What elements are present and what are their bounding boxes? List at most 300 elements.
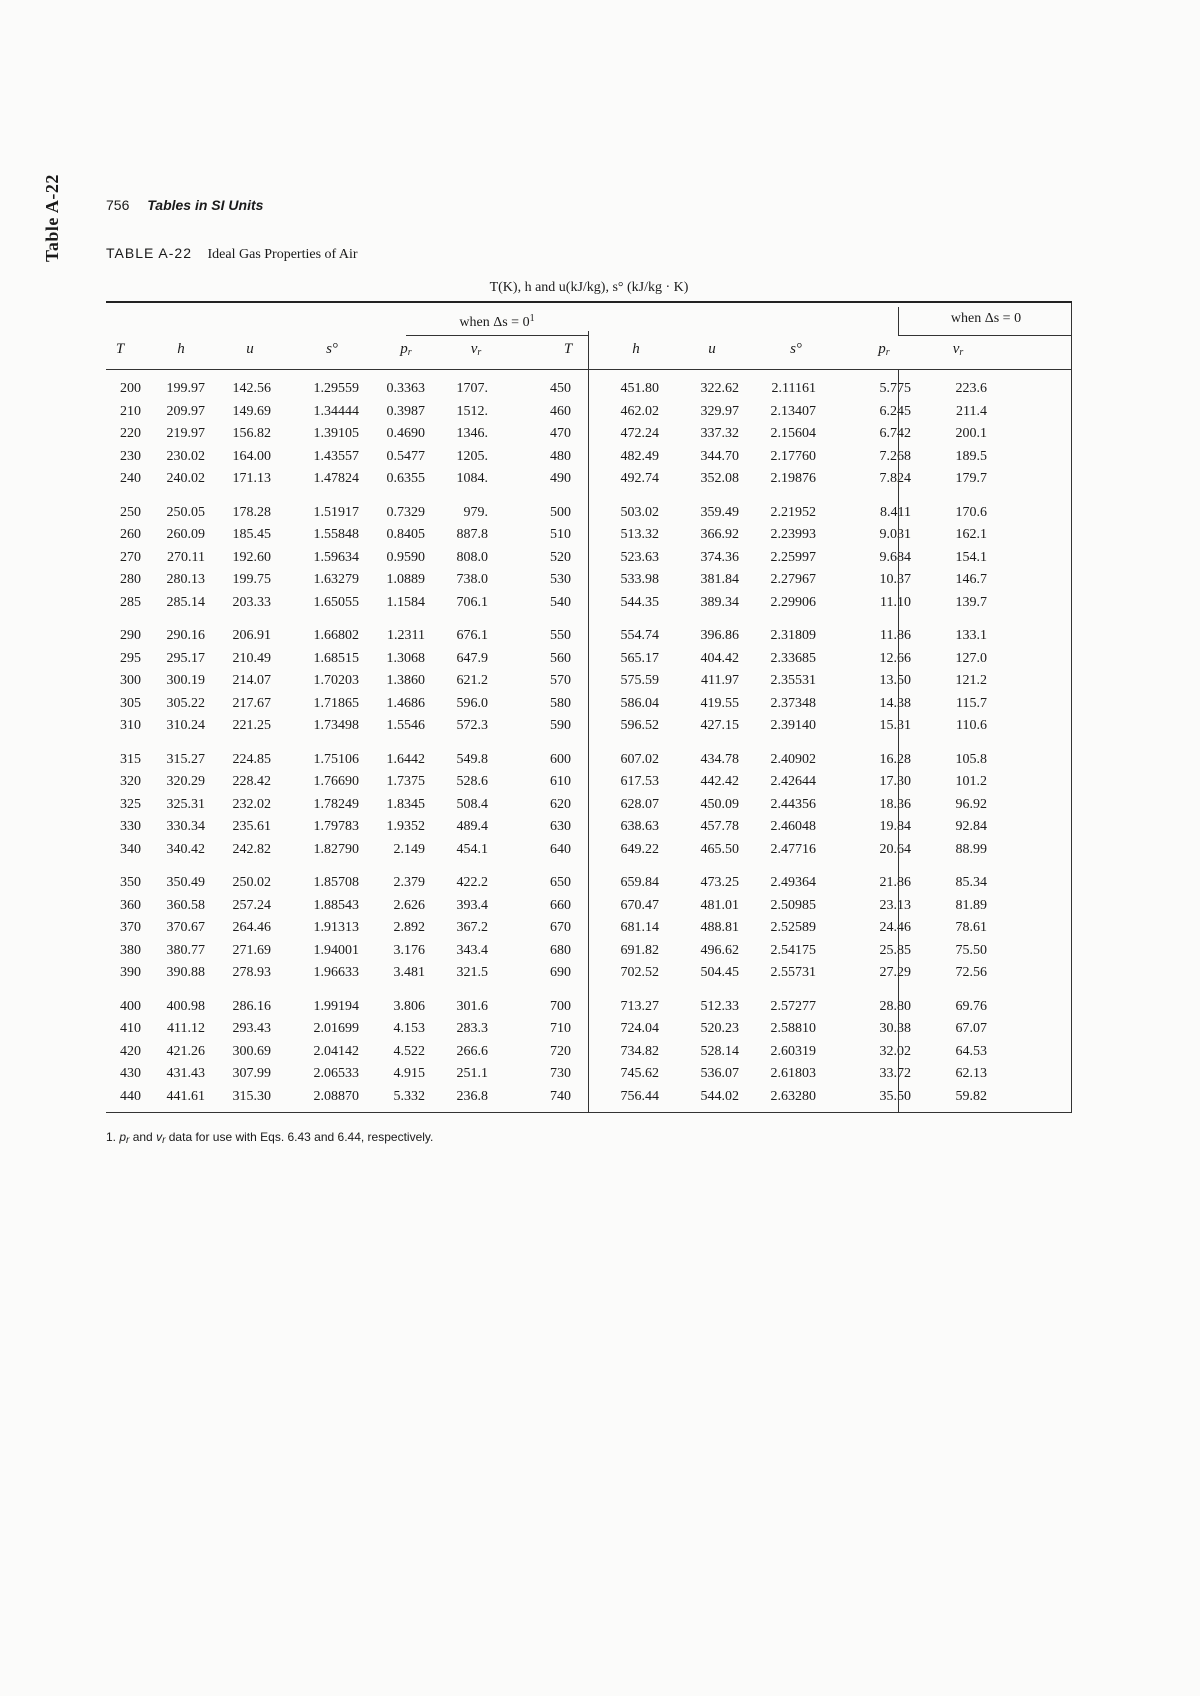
table-cell: 3.176 xyxy=(393,942,425,958)
table-cell: 610 xyxy=(550,774,571,789)
table-cell: 520.23 xyxy=(700,1021,739,1036)
table-cell: 1.82790 xyxy=(313,841,359,857)
table-cell: 1.43557 xyxy=(313,448,359,464)
table-row xyxy=(106,468,1071,491)
table-cell: 1.34444 xyxy=(313,403,359,419)
table-cell: 1.8345 xyxy=(386,796,425,812)
table-cell: 2.55731 xyxy=(770,965,816,980)
table-cell: 374.36 xyxy=(700,549,739,565)
table-cell: 1.47824 xyxy=(313,471,359,486)
table-cell: 75.50 xyxy=(955,942,987,958)
table-cell: 1.1584 xyxy=(386,594,425,610)
table-row xyxy=(106,502,1071,525)
table-cell: 266.6 xyxy=(456,1043,488,1059)
table-cell: 490 xyxy=(550,471,571,486)
table-row xyxy=(106,749,1071,772)
table-cell: 513.32 xyxy=(620,527,659,542)
table-cell: 504.45 xyxy=(700,965,739,980)
table-cell: 69.76 xyxy=(955,998,987,1014)
table-cell: 28.80 xyxy=(879,998,911,1014)
table-cell: 420 xyxy=(120,1043,141,1059)
table-cell: 321.5 xyxy=(456,965,488,980)
table-cell: 560 xyxy=(550,650,571,666)
table-cell: 670 xyxy=(550,920,571,935)
column-header: u xyxy=(708,341,716,357)
table-cell: 88.99 xyxy=(955,841,987,857)
table-cell: 0.7329 xyxy=(386,504,425,520)
table-cell: 400 xyxy=(120,998,141,1014)
table-cell: 0.6355 xyxy=(386,471,425,486)
table-cell: 430 xyxy=(120,1066,141,1081)
table-cell: 2.04142 xyxy=(313,1043,359,1059)
table-cell: 133.1 xyxy=(955,628,987,643)
row-group xyxy=(106,378,1071,491)
table-cell: 730 xyxy=(550,1066,571,1081)
table-cell: 295.17 xyxy=(166,650,205,666)
table-cell: 20.64 xyxy=(879,841,911,857)
table-cell: 3.481 xyxy=(393,965,425,980)
table-cell: 1346. xyxy=(456,426,488,441)
table-row xyxy=(106,1063,1071,1086)
table-row xyxy=(106,625,1071,648)
table-cell: 724.04 xyxy=(620,1021,659,1036)
table-row xyxy=(106,569,1071,592)
table-cell: 340 xyxy=(120,841,141,857)
table-cell: 1.65055 xyxy=(313,594,359,610)
table-cell: 630 xyxy=(550,819,571,834)
table-cell: 2.29906 xyxy=(770,594,816,610)
table-cell: 185.45 xyxy=(232,527,271,542)
table-cell: 320 xyxy=(120,774,141,789)
column-header: T xyxy=(563,341,573,357)
table-cell: 1.0889 xyxy=(386,572,425,587)
table-cell: 283.3 xyxy=(456,1021,488,1036)
table-cell: 745.62 xyxy=(620,1066,659,1081)
table-cell: 199.97 xyxy=(166,381,205,396)
table-cell: 235.61 xyxy=(232,819,271,834)
table-cell: 2.31809 xyxy=(770,628,816,643)
table-cell: 691.82 xyxy=(620,942,659,958)
table-cell: 620 xyxy=(550,796,571,812)
table-cell: 257.24 xyxy=(232,897,271,913)
table-title xyxy=(106,245,358,263)
table-cell: 200.1 xyxy=(955,426,987,441)
table-cell: 0.5477 xyxy=(386,448,425,464)
table-cell: 607.02 xyxy=(620,751,659,767)
table-cell: 411.12 xyxy=(167,1021,205,1036)
table-row xyxy=(106,1086,1071,1109)
table-cell: 4.915 xyxy=(393,1066,425,1081)
table-cell: 580 xyxy=(550,695,571,711)
table-cell: 2.379 xyxy=(393,875,425,890)
table-cell: 681.14 xyxy=(620,920,659,935)
table-cell: 1.88543 xyxy=(313,897,359,913)
table-cell: 1.51917 xyxy=(313,504,359,520)
table-cell: 250 xyxy=(120,504,141,520)
table-cell: 2.13407 xyxy=(770,403,816,419)
table-cell: 1.71865 xyxy=(313,695,359,711)
table-cell: 421.26 xyxy=(166,1043,205,1059)
table-cell: 756.44 xyxy=(620,1088,659,1104)
column-header: $v_r$ xyxy=(952,341,964,358)
table-cell: 404.42 xyxy=(700,650,739,666)
table-cell: 740 xyxy=(550,1088,571,1104)
table-cell: 154.1 xyxy=(955,549,987,565)
table-cell: 1.73498 xyxy=(313,718,359,733)
table-cell: 1.55848 xyxy=(313,527,359,542)
table-cell: 127.0 xyxy=(955,650,987,666)
table-cell: 720 xyxy=(550,1043,571,1059)
table-cell: 503.02 xyxy=(620,504,659,520)
table-cell: 472.24 xyxy=(620,426,659,441)
table-cell: 0.8405 xyxy=(386,527,425,542)
table-cell: 9.684 xyxy=(879,549,911,565)
table-cell: 2.19876 xyxy=(770,471,816,486)
table-cell: 230.02 xyxy=(166,448,205,464)
table-cell: 533.98 xyxy=(620,572,659,587)
table-row xyxy=(106,1018,1071,1041)
table-cell: 706.1 xyxy=(456,594,488,610)
table-cell: 1512. xyxy=(456,403,488,419)
footnote-text: data for use with Eqs. 6.43 and 6.44, respectively. xyxy=(165,1130,434,1144)
table-cell: 596.52 xyxy=(620,718,659,733)
column-header: s° xyxy=(790,341,802,357)
table-cell: 325 xyxy=(120,796,141,812)
table-cell: 570 xyxy=(550,673,571,688)
table-cell: 670.47 xyxy=(620,897,659,913)
table-cell: 0.9590 xyxy=(386,549,425,565)
table-row xyxy=(106,940,1071,963)
table-cell: 359.49 xyxy=(700,504,739,520)
table-cell: 62.13 xyxy=(955,1066,987,1081)
table-cell: 9.031 xyxy=(879,527,911,542)
table-cell: 203.33 xyxy=(232,594,271,610)
table-cell: 496.62 xyxy=(700,942,739,958)
table-cell: 549.8 xyxy=(456,751,488,767)
row-group xyxy=(106,749,1071,862)
table-cell: 2.11161 xyxy=(771,381,816,396)
table-cell: 442.42 xyxy=(700,774,739,789)
table-cell: 230 xyxy=(120,448,141,464)
table-cell: 1.79783 xyxy=(313,819,359,834)
table-cell: 441.61 xyxy=(166,1088,205,1104)
table-cell: 451.80 xyxy=(620,381,659,396)
table-cell: 189.5 xyxy=(955,448,987,464)
table-cell: 3.806 xyxy=(393,998,425,1014)
table-cell: 300 xyxy=(120,673,141,688)
table-cell: 18.36 xyxy=(879,796,911,812)
table-cell: 366.92 xyxy=(700,527,739,542)
table-cell: 33.72 xyxy=(879,1066,911,1081)
footnote: 1. $p_r$ and $v_r$ data for use with Eqs. 6.43 and 6.44, respectively. xyxy=(106,1130,434,1146)
table-cell: 370 xyxy=(120,920,141,935)
table-cell: 4.522 xyxy=(393,1043,425,1059)
table-cell: 2.47716 xyxy=(770,841,816,857)
table-cell: 2.25997 xyxy=(770,549,816,565)
table-cell: 352.08 xyxy=(700,471,739,486)
table-cell: 590 xyxy=(550,718,571,733)
table-cell: 220 xyxy=(120,426,141,441)
table-row xyxy=(106,962,1071,985)
table-cell: 1084. xyxy=(456,471,488,486)
table-cell: 2.01699 xyxy=(313,1021,359,1036)
table-row xyxy=(106,996,1071,1019)
table-caption: Ideal Gas Properties of Air xyxy=(207,247,358,262)
table-cell: 2.15604 xyxy=(770,426,816,441)
table-cell: 596.0 xyxy=(456,695,488,711)
table-cell: 64.53 xyxy=(955,1043,987,1059)
table-cell: 14.38 xyxy=(879,695,911,711)
table-cell: 2.63280 xyxy=(770,1088,816,1104)
table-cell: 638.63 xyxy=(620,819,659,834)
table-cell: 285.14 xyxy=(166,594,205,610)
table-cell: 315.27 xyxy=(166,751,205,767)
table-row xyxy=(106,816,1071,839)
table-row xyxy=(106,446,1071,469)
table-cell: 419.55 xyxy=(700,695,739,711)
table-cell: 270 xyxy=(120,549,141,565)
table-cell: 6.245 xyxy=(879,403,911,419)
column-header: $p_r$ xyxy=(878,341,890,358)
table-cell: 979. xyxy=(463,504,488,520)
table-cell: 738.0 xyxy=(456,572,488,587)
table-cell: 390 xyxy=(120,965,141,980)
table-cell: 170.6 xyxy=(955,504,987,520)
table-cell: 11.10 xyxy=(880,594,911,610)
table-cell: 1.3860 xyxy=(386,673,425,688)
table-cell: 460 xyxy=(550,403,571,419)
table-cell: 121.2 xyxy=(955,673,987,688)
table-cell: 236.8 xyxy=(456,1088,488,1104)
table-cell: 2.46048 xyxy=(770,819,816,834)
table-label: TABLE A-22 xyxy=(106,245,193,261)
table-cell: 508.4 xyxy=(456,796,488,812)
row-group xyxy=(106,625,1071,738)
table-cell: 350 xyxy=(120,875,141,890)
table-cell: 315.30 xyxy=(232,1088,271,1104)
column-header: $p_r$ xyxy=(400,341,412,358)
table-cell: 454.1 xyxy=(456,841,488,857)
table-cell: 295 xyxy=(120,650,141,666)
table-cell: 2.57277 xyxy=(770,998,816,1014)
table-cell: 7.824 xyxy=(879,471,911,486)
table-row xyxy=(106,771,1071,794)
table-cell: 450 xyxy=(550,381,571,396)
table-cell: 250.05 xyxy=(166,504,205,520)
table-cell: 24.46 xyxy=(879,920,911,935)
table-cell: 650 xyxy=(550,875,571,890)
table-row xyxy=(106,592,1071,615)
table-row xyxy=(106,423,1071,446)
table-cell: 293.43 xyxy=(232,1021,271,1036)
table-cell: 21.86 xyxy=(879,875,911,890)
table-cell: 10.37 xyxy=(879,572,911,587)
table-cell: 15.31 xyxy=(879,718,911,733)
table-cell: 647.9 xyxy=(456,650,488,666)
table-cell: 431.43 xyxy=(166,1066,205,1081)
table-row xyxy=(106,524,1071,547)
table-cell: 411.97 xyxy=(701,673,739,688)
sub-header-right: when Δs = 0 xyxy=(898,307,1073,335)
table-cell: 396.86 xyxy=(700,628,739,643)
row-group xyxy=(106,996,1071,1109)
table-cell: 381.84 xyxy=(700,572,739,587)
table-cell: 1.96633 xyxy=(313,965,359,980)
table-cell: 210.49 xyxy=(232,650,271,666)
table-cell: 1.85708 xyxy=(313,875,359,890)
table-cell: 492.74 xyxy=(620,471,659,486)
table-cell: 544.35 xyxy=(620,594,659,610)
table-cell: 2.626 xyxy=(393,897,425,913)
table-cell: 1.66802 xyxy=(313,628,359,643)
table-cell: 223.6 xyxy=(955,381,987,396)
properties-table xyxy=(106,275,1072,1113)
table-cell: 389.34 xyxy=(700,594,739,610)
table-cell: 2.33685 xyxy=(770,650,816,666)
table-cell: 434.78 xyxy=(700,751,739,767)
table-cell: 481.01 xyxy=(700,897,739,913)
table-cell: 575.59 xyxy=(620,673,659,688)
table-cell: 329.97 xyxy=(700,403,739,419)
table-row xyxy=(106,648,1071,671)
table-cell: 1.63279 xyxy=(313,572,359,587)
table-cell: 617.53 xyxy=(620,774,659,789)
table-cell: 1.29559 xyxy=(313,381,359,396)
table-cell: 310 xyxy=(120,718,141,733)
table-cell: 536.07 xyxy=(700,1066,739,1081)
table-cell: 489.4 xyxy=(456,819,488,834)
table-cell: 343.4 xyxy=(456,942,488,958)
table-cell: 586.04 xyxy=(620,695,659,711)
table-cell: 0.3987 xyxy=(386,403,425,419)
table-cell: 690 xyxy=(550,965,571,980)
table-cell: 540 xyxy=(550,594,571,610)
table-cell: 500 xyxy=(550,504,571,520)
table-cell: 462.02 xyxy=(620,403,659,419)
table-cell: 214.07 xyxy=(232,673,271,688)
table-cell: 12.66 xyxy=(879,650,911,666)
table-cell: 2.61803 xyxy=(770,1066,816,1081)
table-cell: 179.7 xyxy=(955,471,987,486)
table-cell: 330 xyxy=(120,819,141,834)
table-cell: 330.34 xyxy=(166,819,205,834)
table-cell: 659.84 xyxy=(620,875,659,890)
row-group xyxy=(106,872,1071,985)
table-cell: 264.46 xyxy=(232,920,271,935)
table-cell: 211.4 xyxy=(956,403,987,419)
table-cell: 2.44356 xyxy=(770,796,816,812)
table-cell: 400.98 xyxy=(166,998,205,1014)
table-cell: 320.29 xyxy=(166,774,205,789)
table-cell: 25.85 xyxy=(879,942,911,958)
table-row xyxy=(106,715,1071,738)
table-cell: 1205. xyxy=(456,448,488,464)
table-cell: 530 xyxy=(550,572,571,587)
table-cell: 240 xyxy=(120,471,141,486)
table-cell: 700 xyxy=(550,998,571,1014)
table-cell: 13.50 xyxy=(879,673,911,688)
table-cell: 4.153 xyxy=(393,1021,425,1036)
table-cell: 2.17760 xyxy=(770,448,816,464)
table-cell: 32.02 xyxy=(879,1043,911,1059)
table-cell: 85.34 xyxy=(955,875,987,890)
table-cell: 35.50 xyxy=(879,1088,911,1104)
table-cell: 280 xyxy=(120,572,141,587)
units-header: T(K), h and u(kJ/kg), s° (kJ/kg · K) xyxy=(106,275,1072,303)
table-cell: 30.38 xyxy=(879,1021,911,1036)
table-cell: 465.50 xyxy=(700,841,739,857)
table-cell: 621.2 xyxy=(456,673,488,688)
table-cell: 2.54175 xyxy=(770,942,816,958)
table-cell: 510 xyxy=(550,527,571,542)
table-cell: 734.82 xyxy=(620,1043,659,1059)
page-section-title: Tables in SI Units xyxy=(147,197,264,213)
sub-header-left: when $\Delta s = 0^1$ xyxy=(459,313,535,330)
table-cell: 367.2 xyxy=(456,920,488,935)
table-cell: 808.0 xyxy=(456,549,488,565)
row-group xyxy=(106,502,1071,615)
table-cell: 164.00 xyxy=(232,448,271,464)
table-cell: 209.97 xyxy=(166,403,205,419)
table-cell: 162.1 xyxy=(955,527,987,542)
table-cell: 16.28 xyxy=(879,751,911,767)
table-cell: 2.60319 xyxy=(770,1043,816,1059)
table-cell: 1707. xyxy=(456,381,488,396)
table-cell: 1.91313 xyxy=(313,920,359,935)
table-body xyxy=(106,370,1072,1113)
column-header: $v_r$ xyxy=(470,341,482,358)
column-header-area xyxy=(106,303,1072,370)
table-cell: 1.39105 xyxy=(313,426,359,441)
table-row xyxy=(106,378,1071,401)
table-cell: 242.82 xyxy=(232,841,271,857)
table-row xyxy=(106,839,1071,862)
table-cell: 92.84 xyxy=(955,819,987,834)
table-cell: 105.8 xyxy=(955,751,987,767)
table-cell: 1.78249 xyxy=(313,796,359,812)
table-cell: 315 xyxy=(120,751,141,767)
table-cell: 7.268 xyxy=(879,448,911,464)
table-cell: 1.68515 xyxy=(313,650,359,666)
table-cell: 210 xyxy=(120,403,141,419)
table-cell: 278.93 xyxy=(232,965,271,980)
table-cell: 228.42 xyxy=(232,774,271,789)
table-cell: 217.67 xyxy=(232,695,271,711)
table-cell: 482.49 xyxy=(620,448,659,464)
table-row xyxy=(106,1041,1071,1064)
table-cell: 440 xyxy=(120,1088,141,1104)
table-cell: 156.82 xyxy=(232,426,271,441)
table-cell: 344.70 xyxy=(700,448,739,464)
table-cell: 520 xyxy=(550,549,571,565)
table-cell: 2.58810 xyxy=(770,1021,816,1036)
table-cell: 1.9352 xyxy=(386,819,425,834)
column-header: h xyxy=(177,341,185,357)
table-cell: 67.07 xyxy=(955,1021,987,1036)
table-cell: 219.97 xyxy=(166,426,205,441)
table-cell: 554.74 xyxy=(620,628,659,643)
table-cell: 473.25 xyxy=(700,875,739,890)
table-cell: 480 xyxy=(550,448,571,464)
table-cell: 285 xyxy=(120,594,141,610)
table-cell: 59.82 xyxy=(955,1088,987,1104)
table-cell: 565.17 xyxy=(620,650,659,666)
table-cell: 221.25 xyxy=(232,718,271,733)
table-cell: 1.59634 xyxy=(313,549,359,565)
table-cell: 81.89 xyxy=(955,897,987,913)
table-cell: 370.67 xyxy=(166,920,205,935)
table-row xyxy=(106,917,1071,940)
